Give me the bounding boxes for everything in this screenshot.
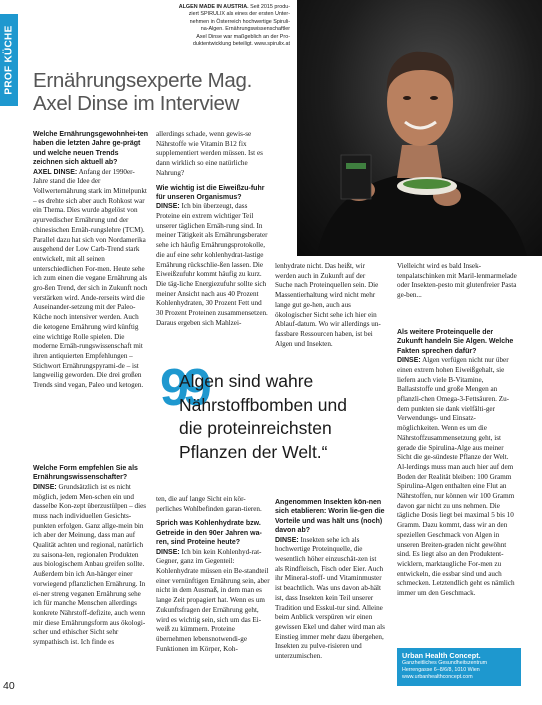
answer-text: Ich bin kein Kohlenhyd-rat-Gegner, ganz im Gegenteil: Kohlenhydrate müssen ein Be-standteil einer vernünftigen Ernährung sein, aber nicht in dem Ausmaß, in dem man es lange Zeit propagiert hat. Wenn es um Zukunftsfragen der Ernährung geht, wird es wichtig sein, sich um das Ei-weiß zu kümmern. Proteine übernehmen lebensnotwendi-ge Funktionen im Körper, Koh-	[156, 547, 270, 653]
answer-4	[156, 548, 270, 655]
caption-line: Seit 2015 produ-	[248, 4, 290, 10]
answer-continued: ten, die auf lange Sicht ein kör-perliches Wohlbefinden garan-tieren.	[156, 495, 262, 513]
answer-3	[156, 202, 268, 328]
column-1	[33, 130, 149, 391]
question-2: Welche Form empfehlen Sie als Ernährungswissenschafter?	[33, 465, 138, 482]
answer-6	[397, 356, 517, 599]
section-tab-label: PROF KÜCHE	[3, 25, 15, 95]
article-title	[33, 69, 303, 115]
caption-line: ziert SPIRULIX als eines der ersten Unter-	[188, 11, 290, 18]
urban-health-url: www.urbanhealthconcept.com	[402, 674, 473, 681]
speaker-label: DINSE:	[275, 536, 299, 544]
photo-caption	[162, 4, 290, 48]
column-1-lower	[33, 464, 149, 648]
urban-health-box	[397, 648, 521, 686]
column-2-lower	[156, 495, 270, 654]
answer-text: Insekten sehe ich als hochwertige Proteinquelle, die wesentlich höher einzuschät-zen ist als Rindfleisch, Fisch oder Eier. Auch ihr Mineral-stoff- und Vitaminmuster ist beachtlich. Was uns davon ab-hält ist, dass Insekten kein Teil unserer Tradition und Esskul-tur sind. Alleine beim Anblick verspüren wir einen gewissen Ekel und daher wird man als Einstieg immer mehr dazu übergehen, Insekten zu pulve-risieren und unterzumischen.	[275, 535, 385, 661]
portrait-illustration	[297, 0, 542, 256]
page-number: 40	[3, 680, 15, 692]
column-3-lower	[275, 498, 385, 662]
question-1: Welche Ernährungsgewohnhei-ten haben die letzten Jahre ge-prägt und welche neuen Trends zeichnen sich aktuell ab?	[33, 131, 148, 167]
answer-continued: lenhydrate nicht. Das heißt, wir werden auch in Zukunft auf der Suche nach Proteinquellen sein. Die Massentierhaltung wird nicht mehr lange gut ge-hen, auch aus ökologischer Sicht sehe ich hier ein Ablauf-datum. Wo wir allerdings un-fassbare Ressourcen haben, ist bei Algen und Insekten.	[275, 262, 381, 348]
urban-health-address: Herrengasse 6–8/6/8, 1010 Wien	[402, 667, 480, 674]
answer-5	[275, 536, 385, 662]
pull-quote-line: Pflanzen der Welt.“	[179, 441, 328, 462]
answer-2	[33, 483, 149, 648]
section-tab	[0, 14, 18, 106]
pull-quote	[160, 359, 392, 476]
question-6: Als weitere Proteinquelle der Zukunft handeln Sie Algen. Welche Fakten sprechen dafür?	[397, 329, 514, 355]
urban-health-line: Ganzheitliches Gesundheitszentrum	[402, 660, 488, 666]
column-4-lower	[397, 328, 517, 599]
caption-line: na-Algen. Ernährungswissenschaftler	[200, 26, 290, 33]
question-4: Sprich was Kohlenhydrate bzw. Getreide in den 90er Jahren wa-ren, sind Proteine heute?	[156, 520, 262, 547]
pull-quote-line: Algen sind wahre	[179, 371, 314, 391]
speaker-label: DINSE:	[33, 483, 57, 491]
question-3: Wie wichtig ist die Eiweißzu-fuhr für unseren Organismus?	[156, 184, 265, 201]
answer-continued: Vielleicht wird es bald Insek-tenpalatschinken mit Maril-lenmarmelade oder Insekten-pesto mit glutenfreier Pasta ge-ben...	[397, 262, 517, 300]
speaker-label: DINSE:	[156, 203, 180, 211]
caption-line: duktentwicklung beteiligt. www.spirulix.at	[192, 41, 290, 48]
pull-quote-text	[179, 370, 394, 464]
speaker-label: AXEL DINSE:	[33, 168, 78, 176]
column-3	[275, 262, 383, 349]
answer-text: Ich bin überzeugt, dass Proteine ein extrem wichtiger Teil unserer täglichen Ernäh-rung sind. In meiner Tätigkeit als Ernährungsberater sehe ich häufig Ernährungsprotokolle, die auf eine sehr kohlenhydrat-lastige Ernährung rückschlie-ßen lassen. Die Eiweißzufuhr kommt häufig zu kurz. Die täg-liche Energiezufuhr sollte sich meiner Ansicht nach aus 40 Prozent Kohlenhydraten, 30 Prozent Fett und 30 Prozent Proteinen zusammensetzen. Daraus ergeben sich Mahlzei-	[156, 202, 268, 327]
caption-line: Axel Dinse war maßgeblich an der Pro-	[196, 33, 290, 40]
title-line-2: Axel Dinse im Interview	[33, 92, 240, 115]
speaker-label: DINSE:	[397, 357, 421, 365]
answer-text: Anfang der 1990er-Jahre stand die Idee der Vollwerternährung stark im Mittelpunkt – es drehte sich aber auch Rohkost war ein Thema. Dies wurde abgelöst von ayurvedischer Ernährung und der chinesischen Ernäh-rungslehre (TCM). Parallel dazu hat sich von Nordamerika ausgehend der Low Carb-Trend stark entwickelt, mit all seinen unterschiedlichen For-men. Heute sehe ich zum einen die vegane Ernährung als gro-ßen Trend, der sich in Zukunft noch verstärken wird. Ande-rerseits wird die Auseinander-setzung mit der Paleo-Küche noch intensiver werden. Auch die ketogene Ernährung wird künftig eine wichtige Rolle spielen. Die moderne Ernäh-rungswissenschaft mit ihren antiquierten Empfehlungen – Stichwort Ernährungspyrami-de – ist langweilig geworden. Die drei großen Trends sind vegan, Paleo und ketogen.	[33, 167, 148, 390]
urban-health-heading: Urban Health Concept.	[402, 651, 481, 660]
quote-mark-icon: 99	[160, 359, 206, 417]
answer-continued: allerdings schade, wenn gewis-se Nährstoffe wie Vitamin B12 fix supplementiert werden müssen. Ist es dann wirklich so eine natürliche Nahrung?	[156, 130, 263, 177]
speaker-label: DINSE:	[156, 548, 180, 556]
pull-quote-line: die proteinreichsten	[179, 418, 332, 438]
title-line-1: Ernährungsexperte Mag.	[33, 69, 253, 92]
answer-text: Algen verfügen nicht nur über einen extrem hohen Eiweißgehalt, sie liefern auch viele B-Vitamine, Ballaststoffe und große Mengen an pflanzli-chen Omega-3-Fettsäuren. Zu-dem punkten sie dank vielfälti-ger Verwendungs- und Einsatz-möglichkeiten. Wenn es um die Nährstoffzusammensetzung geht, ist gerade die Spirulina-Alge aus meiner Sicht die ge-sündeste Pflanze der Welt. Al-lerdings muss man auch hier auf dem Boden der Realität bleiben: 100 Gramm Spirulina-Algen enthalten eine Flut an Nährstoffen, nur können wir 100 Gramm davon gar nicht zu uns nehmen. Die tägliche Dosis liegt bei maximal 5 bis 10 Gramm. Dazu kommt, dass wir an den speziellen Geschmack von Algen in unseren Breiten-graden nicht gewöhnt sind. Es liegt also an den Produktent-wicklern, marktaugliche For-men zu entwickeln, die essbar sind und auch schmecken. Letztendlich geht es nämlich immer um den Geschmack.	[397, 356, 515, 598]
question-5: Angenommen Insekten kön-nen sich etablieren: Worin lie-gen die Vorteile und was hält uns (noch) davon ab?	[275, 499, 385, 535]
answer-text: Grundsätzlich ist es nicht möglich, jedem Men-schen ein und dasselbe Kon-zept überzustülpen – dies muss nach individuellen Gesichts-punkten erfolgen. Ganz allge-mein bin ich aber der Meinung, dass man auf Qualität achten und regional, natürlich zu saisona-len, regionalen Produkten aus biologischem Anbau greifen sollte. Außerdem bin ich An-hänger einer vorwiegend pflanzlichen Ernährung. In ei-ner streng veganen Ernährung sehe ich für manche Menschen allerdings konkrete Nährstoff-defizite, auch wenn mir diese Ernährungsform aus ökologi-scher und ethischer Sicht sehr sympathisch ist. Ich finde es	[33, 482, 147, 647]
caption-line: nehmen in Österreich hochwertige Spiruli-	[189, 18, 290, 25]
pull-quote-line: Nährstoffbomben und	[179, 394, 347, 415]
column-4	[397, 262, 517, 301]
column-2	[156, 130, 268, 328]
portrait-photo	[297, 0, 542, 256]
answer-1	[33, 168, 149, 391]
caption-bold: ALGEN MADE IN AUSTRIA.	[178, 4, 249, 10]
